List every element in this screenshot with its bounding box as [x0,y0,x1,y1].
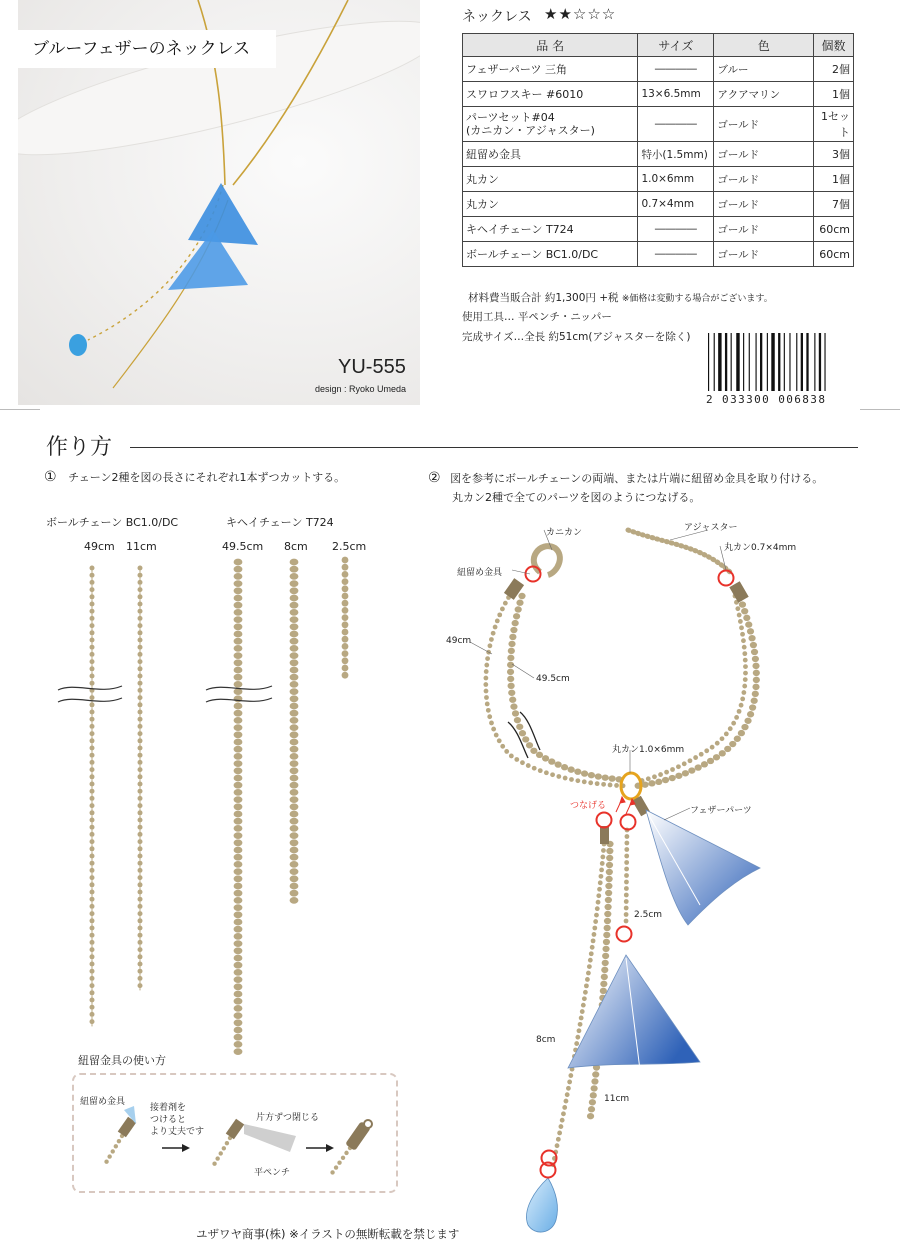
cell-color: ゴールド [714,167,814,192]
ball-chain-label: ボールチェーン BC1.0/DC [46,516,179,529]
cell-name: ボールチェーン BC1.0/DC [463,242,638,267]
cost-text: 材料費当販合計 約1,300円 +税 [468,292,619,304]
step-2-text-line1: 図を参考にボールチェーンの両端、または片端に紐留め金具を取り付ける。 [450,472,824,485]
instructions-title: 作り方 [46,435,113,460]
length-label-25: 2.5cm [332,540,367,553]
step-2-number: ② [428,470,441,486]
step-1-number: ① [44,469,57,485]
cell-color: ゴールド [714,242,814,267]
cell-size: ―――― [638,57,714,82]
difficulty-stars: ★★☆☆☆ [544,5,617,23]
usage-glue-line3: より丈夫です [150,1127,205,1137]
length-label-8: 8cm [284,540,308,553]
cell-size: 特小(1.5mm) [638,142,714,167]
cell-name: スワロフスキー #6010 [463,82,638,107]
cell-qty: 1セット [814,107,854,142]
step-2-text-line2: 丸カン2種で全てのパーツを図のようにつなげる。 [452,491,701,504]
cell-color: ゴールド [714,142,814,167]
col-header-color: 色 [714,34,814,57]
label-clasp: カニカン [546,528,583,538]
col-header-qty: 個数 [814,34,854,57]
label-feather: フェザーパーツ [690,806,752,816]
footer-copyright: ユザワヤ商事(株) ※イラストの無断転載を禁じます [196,1227,460,1241]
label-len-495: 49.5cm [536,674,570,684]
cell-qty: 60cm [814,242,854,267]
label-adjuster: アジャスター [684,523,738,533]
label-ring-small: 丸カン0.7×4mm [724,543,797,553]
cell-qty: 7個 [814,192,854,217]
cell-qty: 2個 [814,57,854,82]
cell-name-line1: パーツセット#04 [466,111,555,124]
cell-color: ゴールド [714,192,814,217]
cell-size: ―――― [638,217,714,242]
label-len-25: 2.5cm [634,910,663,920]
cell-qty: 60cm [814,217,854,242]
label-end-cap: 紐留め金具 [457,568,503,578]
cell-size: 1.0×6mm [638,167,714,192]
label-ring-large: 丸カン1.0×6mm [612,745,685,755]
cell-name: 丸カン [463,167,638,192]
cell-size: ―――― [638,242,714,267]
cell-size: 0.7×4mm [638,192,714,217]
cell-name: 紐留め金具 [463,142,638,167]
cell-size: ―――― [638,107,714,142]
label-connect: つなげる [570,801,607,811]
length-label-49: 49cm [84,540,115,553]
usage-close-label: 片方ずつ閉じる [256,1113,320,1123]
usage-glue-line1: 接着剤を [150,1103,187,1113]
length-label-495: 49.5cm [222,540,264,553]
cell-qty: 1個 [814,82,854,107]
cell-size: 13×6.5mm [638,82,714,107]
kihei-chain-label: キヘイチェーン T724 [226,516,334,529]
cell-color: ゴールド [714,107,814,142]
col-header-name: 品 名 [463,34,638,57]
barcode-number: 2 033300 006838 [706,393,827,406]
cell-name: 丸カン [463,192,638,217]
arrow-head-icon [326,1144,334,1152]
cell-name: フェザーパーツ 三角 [463,57,638,82]
usage-glue-note [150,1102,204,1138]
cell-name: キヘイチェーン T724 [463,217,638,242]
label-len-8: 8cm [536,1035,556,1045]
cell-color: ゴールド [714,217,814,242]
usage-end-cap-label: 紐留め金具 [80,1097,126,1107]
label-len-11: 11cm [604,1094,630,1104]
cell-qty: 3個 [814,142,854,167]
length-label-11: 11cm [126,540,157,553]
col-header-size: サイズ [638,34,714,57]
end-cap-half-icon [226,1119,245,1139]
label-len-49: 49cm [446,636,472,646]
cell-color: アクアマリン [714,82,814,107]
usage-glue-line2: つけると [150,1115,187,1125]
step-1-text: チェーン2種を図の長さにそれぞれ1本ずつカットする。 [68,471,346,484]
arrow-head-icon [182,1144,190,1152]
cell-qty: 1個 [814,167,854,192]
product-code: YU-555 [338,356,406,378]
cost-note: ※価格は変動する場合がございます。 [621,294,773,304]
tools-line: 使用工具… 平ペンチ・ニッパー [462,311,612,323]
finished-size-line: 完成サイズ…全長 約51cm(アジャスターを除く) [462,331,691,343]
design-credit: design : Ryoko Umeda [315,384,407,394]
pliers-icon [244,1124,296,1152]
usage-pliers-label: 平ペンチ [254,1168,291,1178]
cell-color: ブルー [714,57,814,82]
photo-title: ブルーフェザーのネックレス [18,30,276,68]
product-category: ネックレス [462,9,532,25]
cell-name-line2: (カニカン・アジャスター) [466,124,595,137]
end-cap-loop-icon [364,1120,372,1128]
usage-title: 紐留金具の使い方 [78,1054,166,1067]
